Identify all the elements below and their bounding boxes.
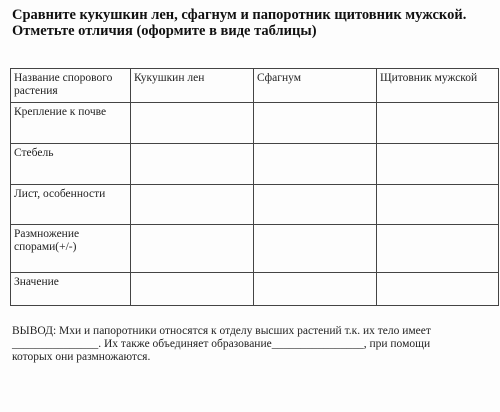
row-label-spore-reproduction: Размножение спорами(+/-): [11, 225, 131, 273]
empty-cell[interactable]: [254, 185, 377, 225]
empty-cell[interactable]: [254, 103, 377, 144]
empty-cell[interactable]: [131, 185, 254, 225]
table-row: [11, 273, 499, 306]
table-row: [11, 225, 499, 273]
conclusion-line-1: ВЫВОД: Мхи и папоротники относятся к отделу высших растений т.к. их тело имеет: [12, 325, 431, 337]
header-cell-polytrichum: Кукушкин лен: [131, 69, 254, 103]
empty-cell[interactable]: [377, 225, 499, 273]
task-title-line-1: Сравните кукушкин лен, сфагнум и папоротник щитовник мужской.: [12, 7, 467, 23]
empty-cell[interactable]: [254, 225, 377, 273]
empty-cell[interactable]: [131, 144, 254, 185]
conclusion-line-2: _______________. Их также объединяет образование________________, при помощи: [12, 338, 431, 350]
table-row: [11, 103, 499, 144]
empty-cell[interactable]: [254, 144, 377, 185]
table-header-row: [11, 69, 499, 103]
task-title-line-2: Отметьте отличия (оформите в виде таблицы): [12, 23, 317, 39]
task-title: [12, 7, 494, 39]
conclusion-text: [12, 325, 494, 364]
empty-cell[interactable]: [131, 225, 254, 273]
header-cell-dryopteris: Щитовник мужской: [377, 69, 499, 103]
empty-cell[interactable]: [377, 185, 499, 225]
empty-cell[interactable]: [377, 103, 499, 144]
empty-cell[interactable]: [377, 273, 499, 306]
header-cell-sphagnum: Сфагнум: [254, 69, 377, 103]
empty-cell[interactable]: [254, 273, 377, 306]
row-label-soil-attachment: Крепление к почве: [11, 103, 131, 144]
empty-cell[interactable]: [377, 144, 499, 185]
row-label-stem: Стебель: [11, 144, 131, 185]
header-cell-plant-name: Название спорового растения: [11, 69, 131, 103]
conclusion-line-3: которых они размножаются.: [12, 351, 151, 363]
empty-cell[interactable]: [131, 273, 254, 306]
comparison-table: [10, 68, 499, 306]
empty-cell[interactable]: [131, 103, 254, 144]
row-label-leaf: Лист, особенности: [11, 185, 131, 225]
table-row: [11, 185, 499, 225]
row-label-significance: Значение: [11, 273, 131, 306]
table-row: [11, 144, 499, 185]
